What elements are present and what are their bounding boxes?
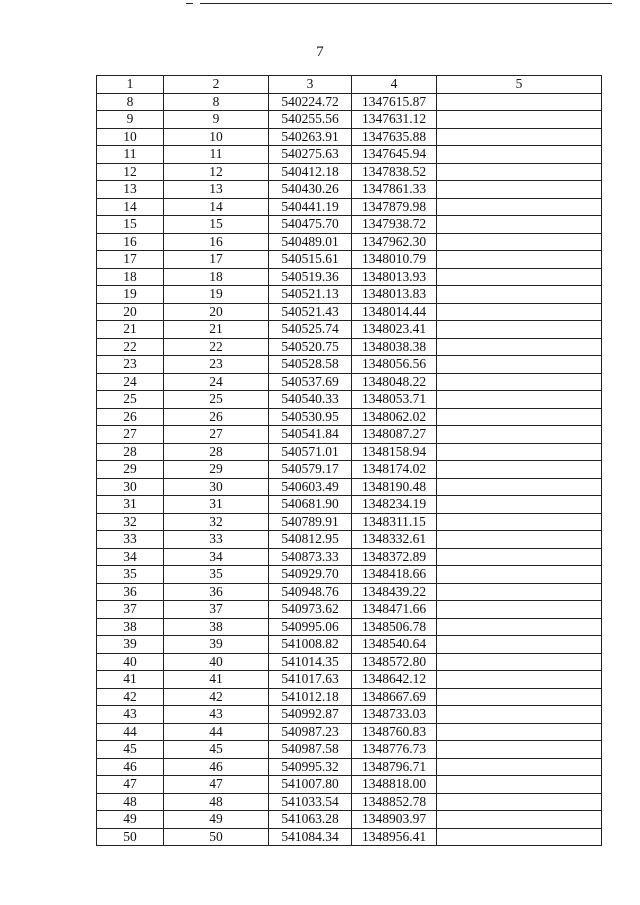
table-cell (437, 828, 602, 846)
table-cell: 1348053.71 (352, 391, 437, 409)
table-cell (437, 373, 602, 391)
table-cell: 1347938.72 (352, 216, 437, 234)
table-cell: 45 (164, 741, 269, 759)
table-cell: 540515.61 (269, 251, 352, 269)
table-cell: 33 (164, 531, 269, 549)
table-cell: 1348190.48 (352, 478, 437, 496)
table-cell: 46 (164, 758, 269, 776)
table-cell: 44 (164, 723, 269, 741)
table-cell: 1348418.66 (352, 566, 437, 584)
table-row (97, 111, 602, 129)
table-cell: 1348013.93 (352, 268, 437, 286)
table-cell: 540519.36 (269, 268, 352, 286)
table-cell (437, 233, 602, 251)
table-body (97, 93, 602, 846)
table-cell (437, 286, 602, 304)
table-row (97, 338, 602, 356)
table-cell: 40 (164, 653, 269, 671)
table-row (97, 688, 602, 706)
table-cell: 541008.82 (269, 636, 352, 654)
table-cell: 35 (97, 566, 164, 584)
table-row (97, 443, 602, 461)
table-cell: 1348023.41 (352, 321, 437, 339)
table-cell: 42 (97, 688, 164, 706)
table-cell: 31 (164, 496, 269, 514)
table-cell: 13 (164, 181, 269, 199)
table-cell: 1348234.19 (352, 496, 437, 514)
table-cell: 1348056.56 (352, 356, 437, 374)
table-cell: 15 (164, 216, 269, 234)
table-row (97, 408, 602, 426)
table-cell: 1347838.52 (352, 163, 437, 181)
table-row (97, 146, 602, 164)
table-cell: 8 (164, 93, 269, 111)
table-cell: 1348642.12 (352, 671, 437, 689)
table-cell: 35 (164, 566, 269, 584)
column-header: 1 (97, 76, 164, 94)
table-cell: 12 (164, 163, 269, 181)
table-row (97, 356, 602, 374)
table-cell: 541007.80 (269, 776, 352, 794)
table-row (97, 583, 602, 601)
table-cell: 1348733.03 (352, 706, 437, 724)
table-cell: 1348471.66 (352, 601, 437, 619)
table-cell: 23 (97, 356, 164, 374)
table-cell: 1348439.22 (352, 583, 437, 601)
table-row (97, 233, 602, 251)
table-cell: 28 (97, 443, 164, 461)
table-cell: 10 (164, 128, 269, 146)
table-cell (437, 618, 602, 636)
table-cell: 11 (164, 146, 269, 164)
table-cell: 1348956.41 (352, 828, 437, 846)
table-cell: 48 (164, 793, 269, 811)
table-cell: 30 (97, 478, 164, 496)
table-cell: 47 (97, 776, 164, 794)
header-rule-short (186, 3, 193, 4)
table-cell: 37 (97, 601, 164, 619)
table-cell: 41 (97, 671, 164, 689)
table-cell: 540489.01 (269, 233, 352, 251)
table-cell: 540520.75 (269, 338, 352, 356)
table-row (97, 776, 602, 794)
table-cell: 540430.26 (269, 181, 352, 199)
table-cell: 540995.06 (269, 618, 352, 636)
table-row (97, 478, 602, 496)
table-cell: 18 (164, 268, 269, 286)
table-row (97, 618, 602, 636)
column-header: 2 (164, 76, 269, 94)
table-cell: 19 (164, 286, 269, 304)
table-cell: 540275.63 (269, 146, 352, 164)
table-cell: 39 (97, 636, 164, 654)
table-row (97, 391, 602, 409)
table-row (97, 303, 602, 321)
coordinates-table (96, 75, 602, 846)
table-cell: 1347861.33 (352, 181, 437, 199)
table-cell (437, 583, 602, 601)
table-cell: 25 (164, 391, 269, 409)
table-row (97, 461, 602, 479)
table-cell: 40 (97, 653, 164, 671)
table-cell: 32 (97, 513, 164, 531)
table-cell: 540521.13 (269, 286, 352, 304)
table-cell: 541063.28 (269, 811, 352, 829)
table-cell: 540681.90 (269, 496, 352, 514)
table-cell: 34 (164, 548, 269, 566)
table-cell (437, 443, 602, 461)
table-cell: 50 (164, 828, 269, 846)
table-cell (437, 391, 602, 409)
table-cell: 20 (164, 303, 269, 321)
table-cell: 45 (97, 741, 164, 759)
table-cell: 1348332.61 (352, 531, 437, 549)
table-cell: 13 (97, 181, 164, 199)
table-cell: 21 (97, 321, 164, 339)
table-cell: 1348903.97 (352, 811, 437, 829)
table-cell: 24 (164, 373, 269, 391)
table-row (97, 758, 602, 776)
table-cell: 540571.01 (269, 443, 352, 461)
page-number: 7 (316, 44, 324, 60)
table-row (97, 268, 602, 286)
table-cell (437, 671, 602, 689)
table-cell: 541033.54 (269, 793, 352, 811)
table-cell: 1347879.98 (352, 198, 437, 216)
table-cell: 12 (97, 163, 164, 181)
table-cell (437, 478, 602, 496)
table-cell: 17 (164, 251, 269, 269)
table-cell (437, 408, 602, 426)
table-cell: 20 (97, 303, 164, 321)
table-cell: 540263.91 (269, 128, 352, 146)
table-row (97, 373, 602, 391)
table-cell: 8 (97, 93, 164, 111)
table-cell: 540224.72 (269, 93, 352, 111)
table-cell: 43 (164, 706, 269, 724)
table-row (97, 601, 602, 619)
table-cell: 23 (164, 356, 269, 374)
table-cell: 540528.58 (269, 356, 352, 374)
table-row (97, 531, 602, 549)
table-cell: 541014.35 (269, 653, 352, 671)
table-cell (437, 181, 602, 199)
table-row (97, 181, 602, 199)
table-cell: 19 (97, 286, 164, 304)
table-cell (437, 251, 602, 269)
table-row (97, 321, 602, 339)
table-cell (437, 496, 602, 514)
table-cell: 540530.95 (269, 408, 352, 426)
table-cell: 540987.58 (269, 741, 352, 759)
table-cell: 27 (164, 426, 269, 444)
table-cell: 1347962.30 (352, 233, 437, 251)
table-cell: 540540.33 (269, 391, 352, 409)
table-cell (437, 636, 602, 654)
table-header-row (97, 76, 602, 94)
table-cell: 48 (97, 793, 164, 811)
table-cell: 1347645.94 (352, 146, 437, 164)
table-cell (437, 146, 602, 164)
table-cell: 540995.32 (269, 758, 352, 776)
table-cell (437, 601, 602, 619)
table-cell: 540789.91 (269, 513, 352, 531)
table-row (97, 566, 602, 584)
table-row (97, 828, 602, 846)
table-cell: 1348540.64 (352, 636, 437, 654)
table-cell: 1348014.44 (352, 303, 437, 321)
table-cell (437, 128, 602, 146)
table-cell: 540521.43 (269, 303, 352, 321)
table-cell: 540812.95 (269, 531, 352, 549)
table-cell: 36 (97, 583, 164, 601)
table-row (97, 128, 602, 146)
table-cell: 10 (97, 128, 164, 146)
table-cell: 49 (97, 811, 164, 829)
table-cell: 1348372.89 (352, 548, 437, 566)
table-cell: 540475.70 (269, 216, 352, 234)
table-cell: 540525.74 (269, 321, 352, 339)
table-row (97, 548, 602, 566)
table-cell: 26 (164, 408, 269, 426)
table-cell: 1348818.00 (352, 776, 437, 794)
table-cell: 25 (97, 391, 164, 409)
table-cell: 24 (97, 373, 164, 391)
table-cell (437, 216, 602, 234)
table-cell: 36 (164, 583, 269, 601)
table-cell (437, 566, 602, 584)
table-cell: 47 (164, 776, 269, 794)
table-cell (437, 531, 602, 549)
table-row (97, 811, 602, 829)
table-row (97, 426, 602, 444)
table-cell (437, 723, 602, 741)
table-cell: 540987.23 (269, 723, 352, 741)
table-cell: 38 (164, 618, 269, 636)
table-row (97, 198, 602, 216)
table-cell (437, 426, 602, 444)
table-row (97, 251, 602, 269)
column-header: 4 (352, 76, 437, 94)
table-cell: 16 (164, 233, 269, 251)
table-cell: 29 (164, 461, 269, 479)
table-cell: 1348572.80 (352, 653, 437, 671)
table-row (97, 636, 602, 654)
table-cell: 41 (164, 671, 269, 689)
table-cell (437, 303, 602, 321)
column-header: 3 (269, 76, 352, 94)
table-cell: 18 (97, 268, 164, 286)
table-cell (437, 776, 602, 794)
table-cell: 1348506.78 (352, 618, 437, 636)
table-cell: 34 (97, 548, 164, 566)
table-cell: 14 (97, 198, 164, 216)
table-cell: 1348776.73 (352, 741, 437, 759)
table-row (97, 496, 602, 514)
table-cell: 1347635.88 (352, 128, 437, 146)
table-cell: 11 (97, 146, 164, 164)
table-cell (437, 793, 602, 811)
table-cell: 1348796.71 (352, 758, 437, 776)
table-cell (437, 758, 602, 776)
table-cell (437, 688, 602, 706)
table-row (97, 513, 602, 531)
table-cell: 16 (97, 233, 164, 251)
table-cell: 540579.17 (269, 461, 352, 479)
table-cell: 21 (164, 321, 269, 339)
table-cell: 540441.19 (269, 198, 352, 216)
table-cell (437, 548, 602, 566)
table-cell: 1348010.79 (352, 251, 437, 269)
table-cell (437, 268, 602, 286)
table-cell (437, 513, 602, 531)
table-cell: 540948.76 (269, 583, 352, 601)
table-cell: 50 (97, 828, 164, 846)
table-cell: 39 (164, 636, 269, 654)
table-cell: 1348667.69 (352, 688, 437, 706)
table-cell: 15 (97, 216, 164, 234)
table-cell: 540973.62 (269, 601, 352, 619)
table-cell: 1348087.27 (352, 426, 437, 444)
table-row (97, 741, 602, 759)
table-cell: 540929.70 (269, 566, 352, 584)
table-cell (437, 321, 602, 339)
table-cell: 32 (164, 513, 269, 531)
table-cell (437, 653, 602, 671)
table-cell: 1348174.02 (352, 461, 437, 479)
table-cell: 37 (164, 601, 269, 619)
table-cell (437, 356, 602, 374)
column-header: 5 (437, 76, 602, 94)
table-row (97, 653, 602, 671)
table-cell (437, 163, 602, 181)
table-row (97, 671, 602, 689)
table-cell: 541012.18 (269, 688, 352, 706)
table-cell: 1348158.94 (352, 443, 437, 461)
table-row (97, 793, 602, 811)
table-cell (437, 93, 602, 111)
table-cell: 44 (97, 723, 164, 741)
table-cell: 1348852.78 (352, 793, 437, 811)
table-cell: 28 (164, 443, 269, 461)
table-row (97, 216, 602, 234)
table-cell: 31 (97, 496, 164, 514)
table-cell: 33 (97, 531, 164, 549)
table-cell: 22 (97, 338, 164, 356)
table-cell: 540873.33 (269, 548, 352, 566)
table-row (97, 286, 602, 304)
table-cell: 42 (164, 688, 269, 706)
table-cell: 9 (97, 111, 164, 129)
table-cell: 1348062.02 (352, 408, 437, 426)
table-cell: 22 (164, 338, 269, 356)
table-cell: 1348038.38 (352, 338, 437, 356)
table-cell: 541084.34 (269, 828, 352, 846)
table-row (97, 163, 602, 181)
table-cell: 540992.87 (269, 706, 352, 724)
table-cell: 540255.56 (269, 111, 352, 129)
table-row (97, 93, 602, 111)
table-cell (437, 811, 602, 829)
table-cell: 1348760.83 (352, 723, 437, 741)
table-cell (437, 338, 602, 356)
table-cell: 1348311.15 (352, 513, 437, 531)
table-cell: 9 (164, 111, 269, 129)
table-cell: 541017.63 (269, 671, 352, 689)
table-cell (437, 111, 602, 129)
table-cell: 1348013.83 (352, 286, 437, 304)
table-cell: 43 (97, 706, 164, 724)
table-cell: 540603.49 (269, 478, 352, 496)
table-row (97, 723, 602, 741)
table-cell (437, 198, 602, 216)
table-cell: 27 (97, 426, 164, 444)
table-cell: 1348048.22 (352, 373, 437, 391)
table-cell: 1347615.87 (352, 93, 437, 111)
table-cell: 540412.18 (269, 163, 352, 181)
table-cell: 46 (97, 758, 164, 776)
table-cell (437, 741, 602, 759)
table-cell: 38 (97, 618, 164, 636)
table-row (97, 706, 602, 724)
table-cell: 17 (97, 251, 164, 269)
table-cell: 49 (164, 811, 269, 829)
table-cell (437, 706, 602, 724)
table-cell: 1347631.12 (352, 111, 437, 129)
table-cell (437, 461, 602, 479)
header-rule (200, 3, 612, 4)
table-cell: 540537.69 (269, 373, 352, 391)
table-cell: 26 (97, 408, 164, 426)
table-cell: 30 (164, 478, 269, 496)
table-cell: 540541.84 (269, 426, 352, 444)
table-cell: 29 (97, 461, 164, 479)
table-cell: 14 (164, 198, 269, 216)
